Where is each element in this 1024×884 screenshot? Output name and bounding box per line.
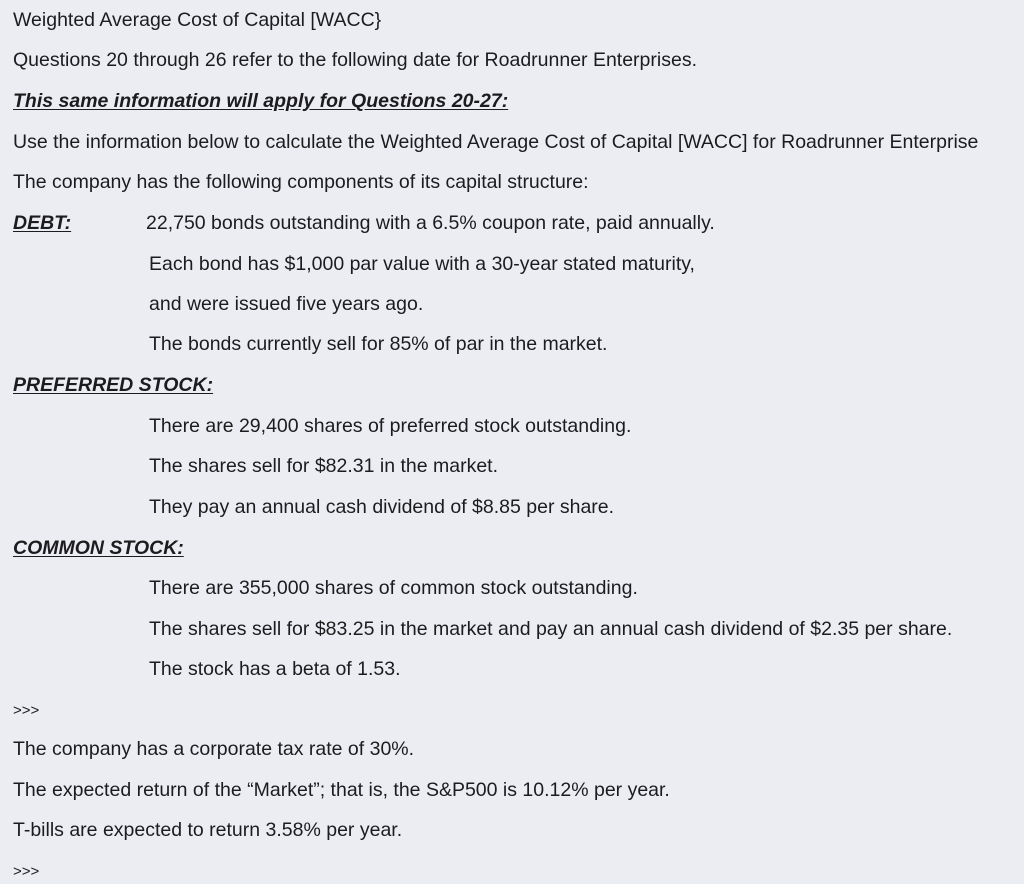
separator: >>> (13, 863, 40, 880)
debt-line: 22,750 bonds outstanding with a 6.5% coupon rate, paid annually. (146, 212, 715, 234)
preferred-heading: PREFERRED STOCK: (13, 374, 214, 396)
instruction-text: Use the information below to calculate the Weighted Average Cost of Capital [WACC] for Roadrunner Enterprise (13, 131, 979, 153)
common-line: The stock has a beta of 1.53. (149, 658, 401, 680)
intro-text: Questions 20 through 26 refer to the following date for Roadrunner Enterprises. (13, 49, 697, 71)
preferred-line: They pay an annual cash dividend of $8.85 per share. (149, 496, 615, 518)
structure-intro: The company has the following components of its capital structure: (13, 171, 589, 193)
debt-line: Each bond has $1,000 par value with a 30-year stated maturity, (149, 253, 695, 275)
separator: >>> (13, 702, 40, 719)
preferred-line: There are 29,400 shares of preferred stock outstanding. (149, 415, 632, 437)
common-line: There are 355,000 shares of common stock outstanding. (149, 577, 638, 599)
debt-heading: DEBT: (13, 212, 72, 234)
other-info-line: The company has a corporate tax rate of 30%. (13, 738, 415, 760)
other-info-line: T-bills are expected to return 3.58% per year. (13, 819, 403, 841)
preferred-line: The shares sell for $82.31 in the market. (149, 455, 499, 477)
other-info-line: The expected return of the “Market”; that is, the S&P500 is 10.12% per year. (13, 779, 670, 801)
debt-line: The bonds currently sell for 85% of par in the market. (149, 333, 608, 355)
note-heading: This same information will apply for Questions 20-27: (13, 90, 509, 112)
common-line: The shares sell for $83.25 in the market and pay an annual cash dividend of $2.35 per share. (149, 618, 953, 640)
document-title: Weighted Average Cost of Capital [WACC} (13, 9, 382, 31)
common-heading: COMMON STOCK: (13, 537, 184, 559)
debt-line: and were issued five years ago. (149, 293, 424, 315)
